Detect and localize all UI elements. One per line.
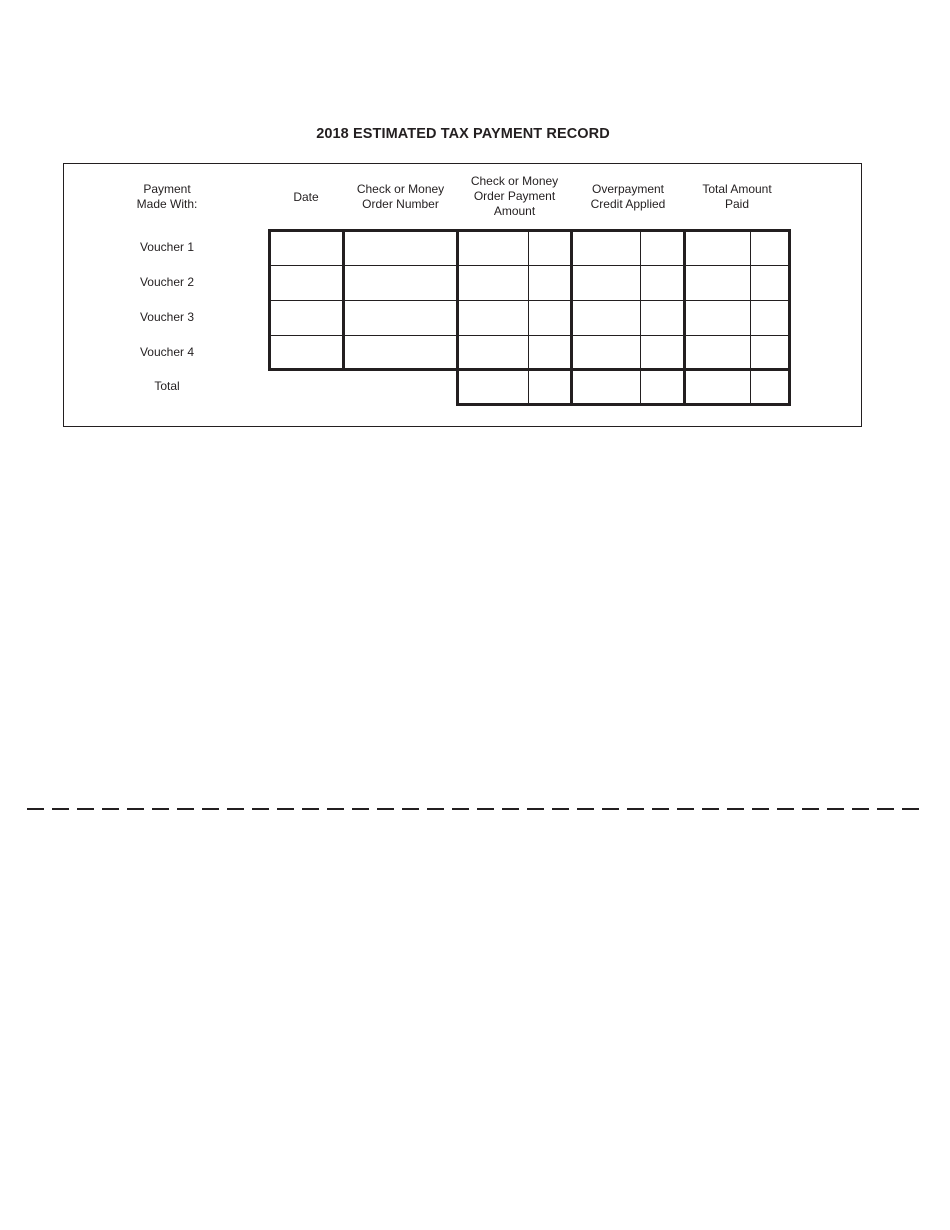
- total-amount-cents-field[interactable]: [751, 371, 788, 403]
- voucher-1-check-number-field[interactable]: [345, 232, 456, 265]
- voucher-1-overpayment-dollars-field[interactable]: [573, 232, 640, 265]
- voucher-1-payment-cents-field[interactable]: [529, 232, 570, 265]
- total-overpayment-cents-field[interactable]: [641, 371, 683, 403]
- voucher-3-check-number-field[interactable]: [345, 301, 456, 335]
- voucher-4-payment-cents-field[interactable]: [529, 336, 570, 368]
- voucher-4-overpayment-cents-field[interactable]: [641, 336, 683, 368]
- voucher-2-payment-dollars-field[interactable]: [459, 266, 528, 300]
- voucher-3-payment-cents-field[interactable]: [529, 301, 570, 335]
- row-label-voucher-3: Voucher 3: [139, 310, 195, 324]
- voucher-2-total-dollars-field[interactable]: [686, 266, 750, 300]
- document-title: 2018 ESTIMATED TAX PAYMENT RECORD: [316, 126, 610, 142]
- voucher-4-total-cents-field[interactable]: [751, 336, 788, 368]
- voucher-2-date-field[interactable]: [271, 266, 342, 300]
- voucher-2-check-number-field[interactable]: [345, 266, 456, 300]
- cut-line-divider: [27, 808, 923, 810]
- header-total-paid: Total Amount Paid: [702, 182, 772, 211]
- total-payment-dollars-field[interactable]: [459, 371, 528, 403]
- total-overpayment-dollars-field[interactable]: [573, 371, 640, 403]
- row-label-voucher-4: Voucher 4: [139, 345, 195, 359]
- voucher-1-total-cents-field[interactable]: [751, 232, 788, 265]
- row-label-voucher-2: Voucher 2: [139, 275, 195, 289]
- voucher-2-overpayment-dollars-field[interactable]: [573, 266, 640, 300]
- voucher-1-payment-dollars-field[interactable]: [459, 232, 528, 265]
- voucher-4-check-number-field[interactable]: [345, 336, 456, 368]
- voucher-2-overpayment-cents-field[interactable]: [641, 266, 683, 300]
- total-amount-dollars-field[interactable]: [686, 371, 750, 403]
- voucher-4-overpayment-dollars-field[interactable]: [573, 336, 640, 368]
- voucher-1-overpayment-cents-field[interactable]: [641, 232, 683, 265]
- voucher-3-overpayment-dollars-field[interactable]: [573, 301, 640, 335]
- voucher-4-total-dollars-field[interactable]: [686, 336, 750, 368]
- voucher-2-payment-cents-field[interactable]: [529, 266, 570, 300]
- voucher-3-payment-dollars-field[interactable]: [459, 301, 528, 335]
- header-payment-made-with: Payment Made With:: [136, 182, 198, 211]
- header-overpayment-credit: Overpayment Credit Applied: [590, 182, 666, 211]
- row-label-voucher-1: Voucher 1: [139, 240, 195, 254]
- header-check-number: Check or Money Order Number: [356, 182, 445, 211]
- voucher-4-payment-dollars-field[interactable]: [459, 336, 528, 368]
- voucher-4-date-field[interactable]: [271, 336, 342, 368]
- voucher-3-overpayment-cents-field[interactable]: [641, 301, 683, 335]
- voucher-1-date-field[interactable]: [271, 232, 342, 265]
- voucher-1-total-dollars-field[interactable]: [686, 232, 750, 265]
- voucher-2-total-cents-field[interactable]: [751, 266, 788, 300]
- header-payment-amount: Check or Money Order Payment Amount: [470, 174, 559, 218]
- voucher-3-total-cents-field[interactable]: [751, 301, 788, 335]
- header-date: Date: [293, 189, 319, 204]
- voucher-3-date-field[interactable]: [271, 301, 342, 335]
- row-label-total: Total: [154, 379, 180, 393]
- voucher-3-total-dollars-field[interactable]: [686, 301, 750, 335]
- total-payment-cents-field[interactable]: [529, 371, 570, 403]
